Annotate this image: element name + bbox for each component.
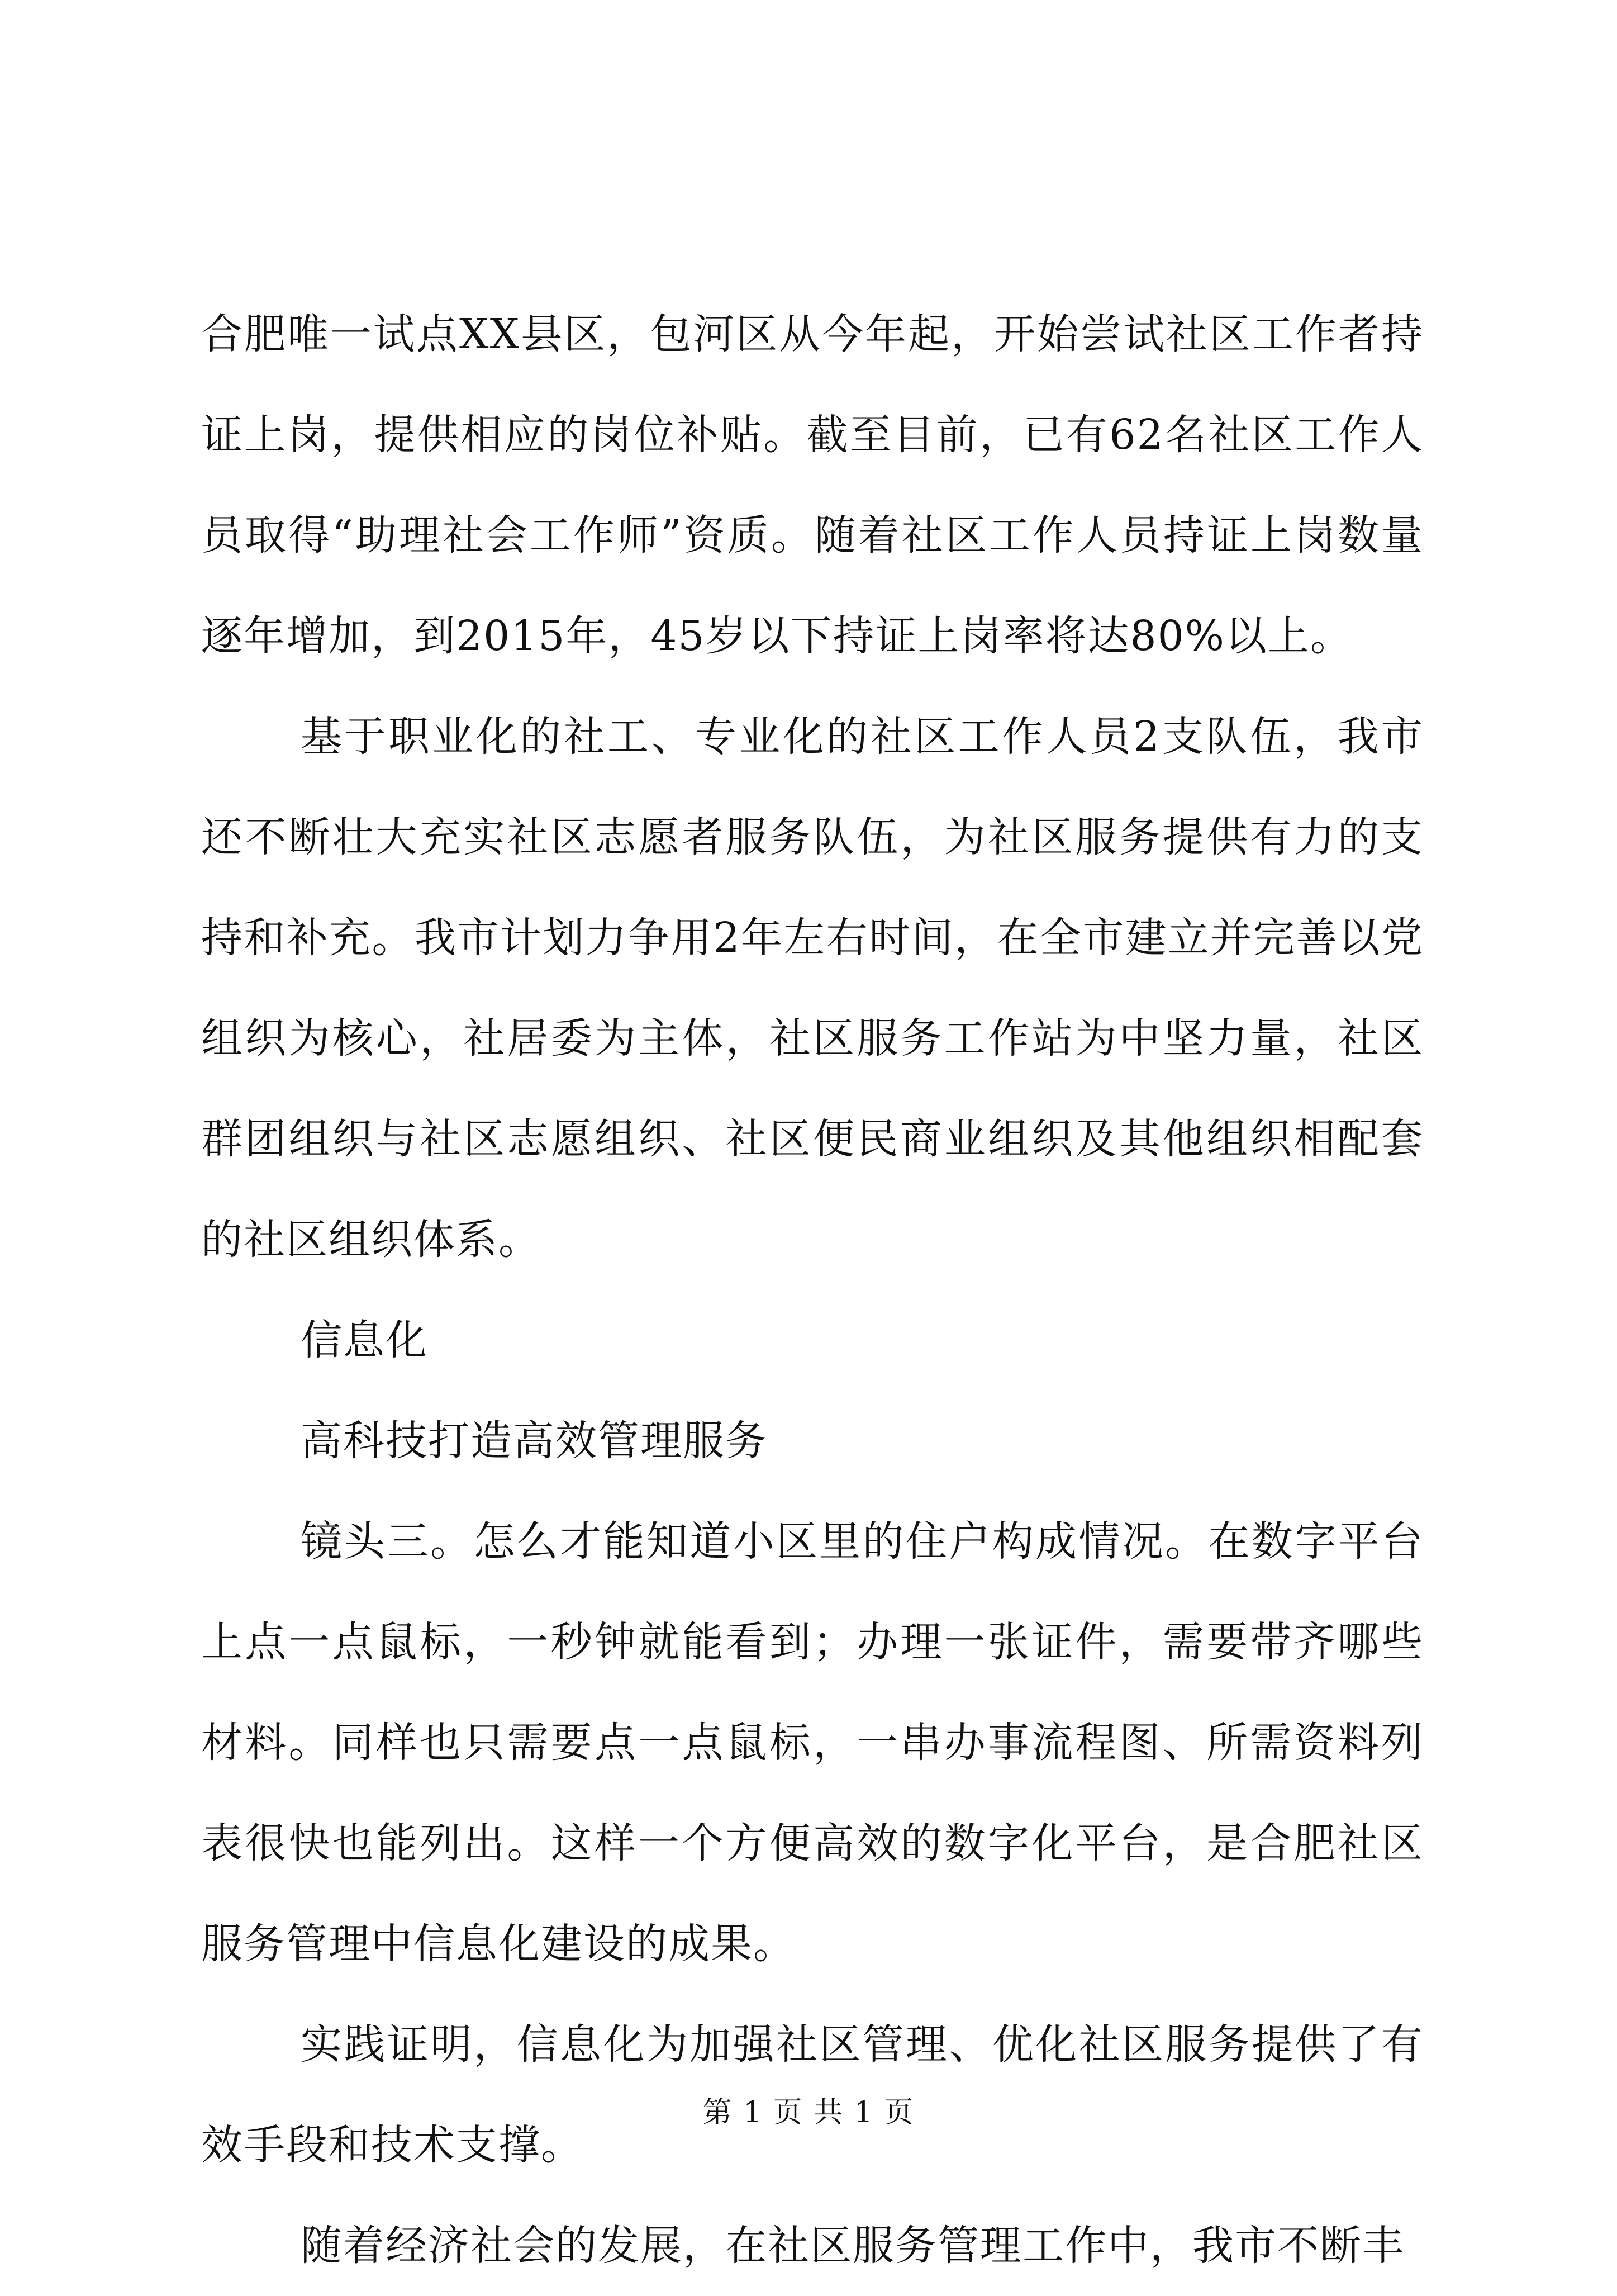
document-body xyxy=(201,284,1424,2296)
section-heading-informatization: 信息化 xyxy=(301,1316,428,1364)
paragraph-5: 随着经济社会的发展，在社区服务管理工作中，我市不断丰 xyxy=(301,2222,1405,2270)
paragraph-1: 合肥唯一试点XX县区，包河区从今年起，开始尝试社区工作者持证上岗，提供相应的岗位补贴。截至目前，已有62名社区工作人员取得“助理社会工作师”资质。随着社区工作人员持证上岗数量逐年增加，到2015年，45岁以下持证上岗率将达80%以上。 xyxy=(201,310,1424,660)
paragraph-3: 镜头三。怎么才能知道小区里的住户构成情况。在数字平台上点一点鼠标，一秒钟就能看到；办理一张证件，需要带齐哪些材料。同样也只需要点一点鼠标，一串办事流程图、所需资料列表很快也能列出。这样一个方便高效的数字化平台，是合肥社区服务管理中信息化建设的成果。 xyxy=(201,1517,1424,1968)
page-footer: 第 1 页 共 1 页 xyxy=(702,2096,915,2129)
section-subheading: 高科技打造高效管理服务 xyxy=(301,1417,768,1465)
paragraph-2: 基于职业化的社工、专业化的社区工作人员2支队伍，我市还不断壮大充实社区志愿者服务队伍，为社区服务提供有力的支持和补充。我市计划力争用2年左右时间，在全市建立并完善以党组织为核心，社居委为主体，社区服务工作站为中坚力量，社区群团组织与社区志愿组织、社区便民商业组织及其他组织相配套的社区组织体系。 xyxy=(201,713,1424,1264)
paragraph-4: 实践证明，信息化为加强社区管理、优化社区服务提供了有效手段和技术支撑。 xyxy=(201,2020,1424,2169)
